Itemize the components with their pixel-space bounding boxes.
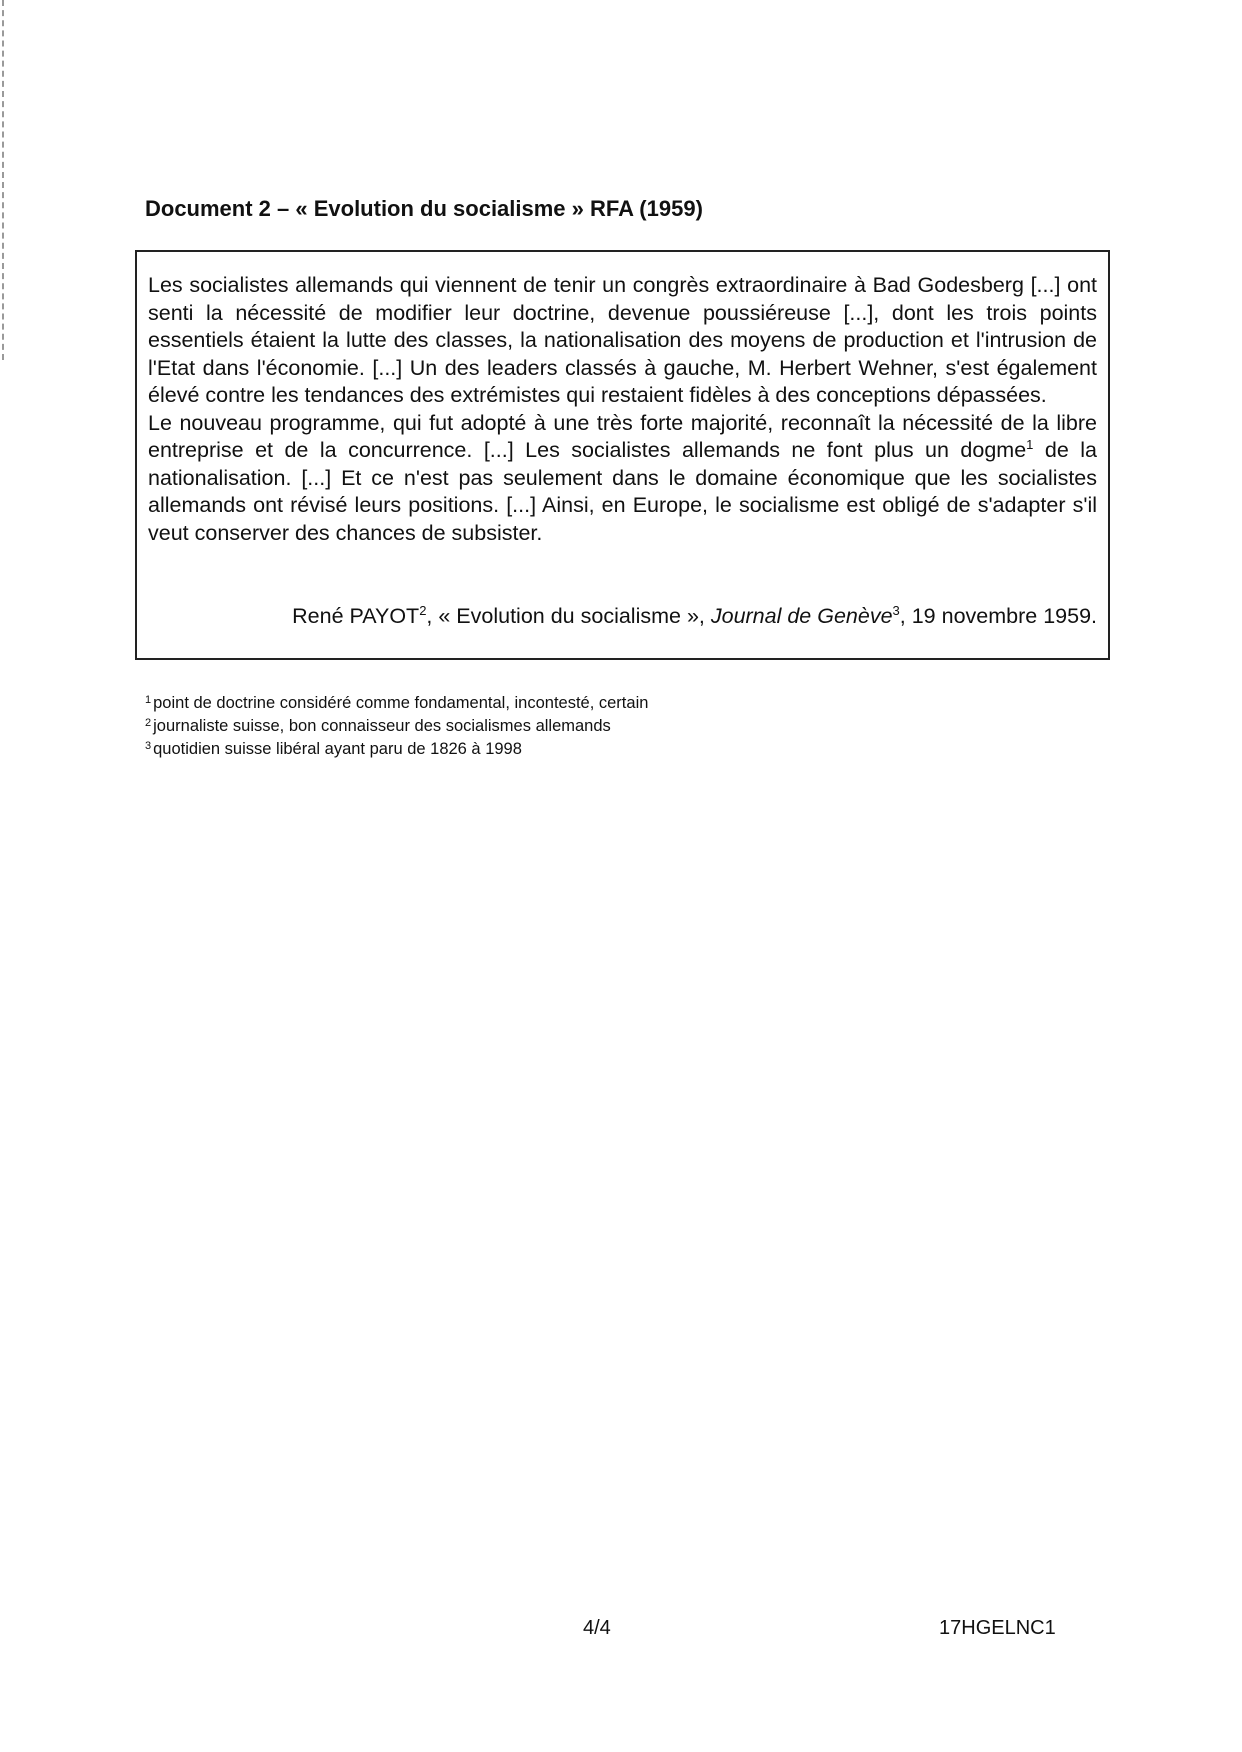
paragraph-2 [148, 410, 1097, 548]
paragraph-2-part-1: Le nouveau programme, qui fut adopté à une très forte majorité, reconnaît la nécessité de la libre entreprise et de la concurrence. [...] Les socialistes allemands ne font plus un dogme [148, 410, 1097, 462]
footnote-2-mark: 2 [145, 717, 152, 729]
source-citation [292, 604, 1097, 629]
source-author: René PAYOT [292, 604, 420, 628]
footnote-2-text: journaliste suisse, bon connaisseur des socialismes allemands [153, 717, 611, 735]
footnote-ref-1: 1 [1026, 437, 1034, 452]
footnote-3-text: quotidien suisse libéral ayant paru de 1826 à 1998 [153, 740, 522, 758]
footnote-1-text: point de doctrine considéré comme fondamental, incontesté, certain [153, 694, 649, 712]
document-text-box [135, 250, 1110, 660]
paragraph-1: Les socialistes allemands qui viennent de tenir un congrès extraordinaire à Bad Godesberg [...] ont senti la nécessité de modifier leur doctrine, devenue poussiéreuse [...], dont les trois points essentiels étaient la lutte des classes, la nationalisation des moyens de production et l'intrusion de l'Etat dans l'économie. [...] Un des leaders classés à gauche, M. Herbert Wehner, s'est également élevé contre les tendances des extrémistes qui restaient fidèles à des conceptions dépassées. [148, 273, 1097, 407]
footnote-ref-3: 3 [892, 603, 900, 618]
source-journal: Journal de Genève [710, 604, 893, 628]
source-article: , « Evolution du socialisme », [426, 604, 711, 628]
page-number: 4/4 [583, 1617, 611, 1639]
source-date: , 19 novembre 1959. [899, 604, 1097, 628]
footnote-ref-2: 2 [419, 603, 427, 618]
footnote-3 [145, 738, 648, 761]
footnote-1-mark: 1 [145, 694, 152, 706]
document-title: Document 2 – « Evolution du socialisme » RFA (1959) [145, 196, 703, 221]
footnote-3-mark: 3 [145, 740, 152, 752]
paragraph-2-part-2: de la nationalisation. [...] Et ce n'est pas seulement dans le domaine économique que les socialistes allemands ont révisé leurs positions. [...] Ainsi, en Europe, le socialisme est obligé de s'adapter s'il veut conserver des chances de subsister. [148, 438, 1097, 545]
footnotes [145, 692, 648, 761]
footnote-2 [145, 715, 648, 738]
scan-edge-mark [2, 0, 6, 360]
exam-code: 17HGELNC1 [939, 1617, 1056, 1639]
footnote-1 [145, 692, 648, 715]
